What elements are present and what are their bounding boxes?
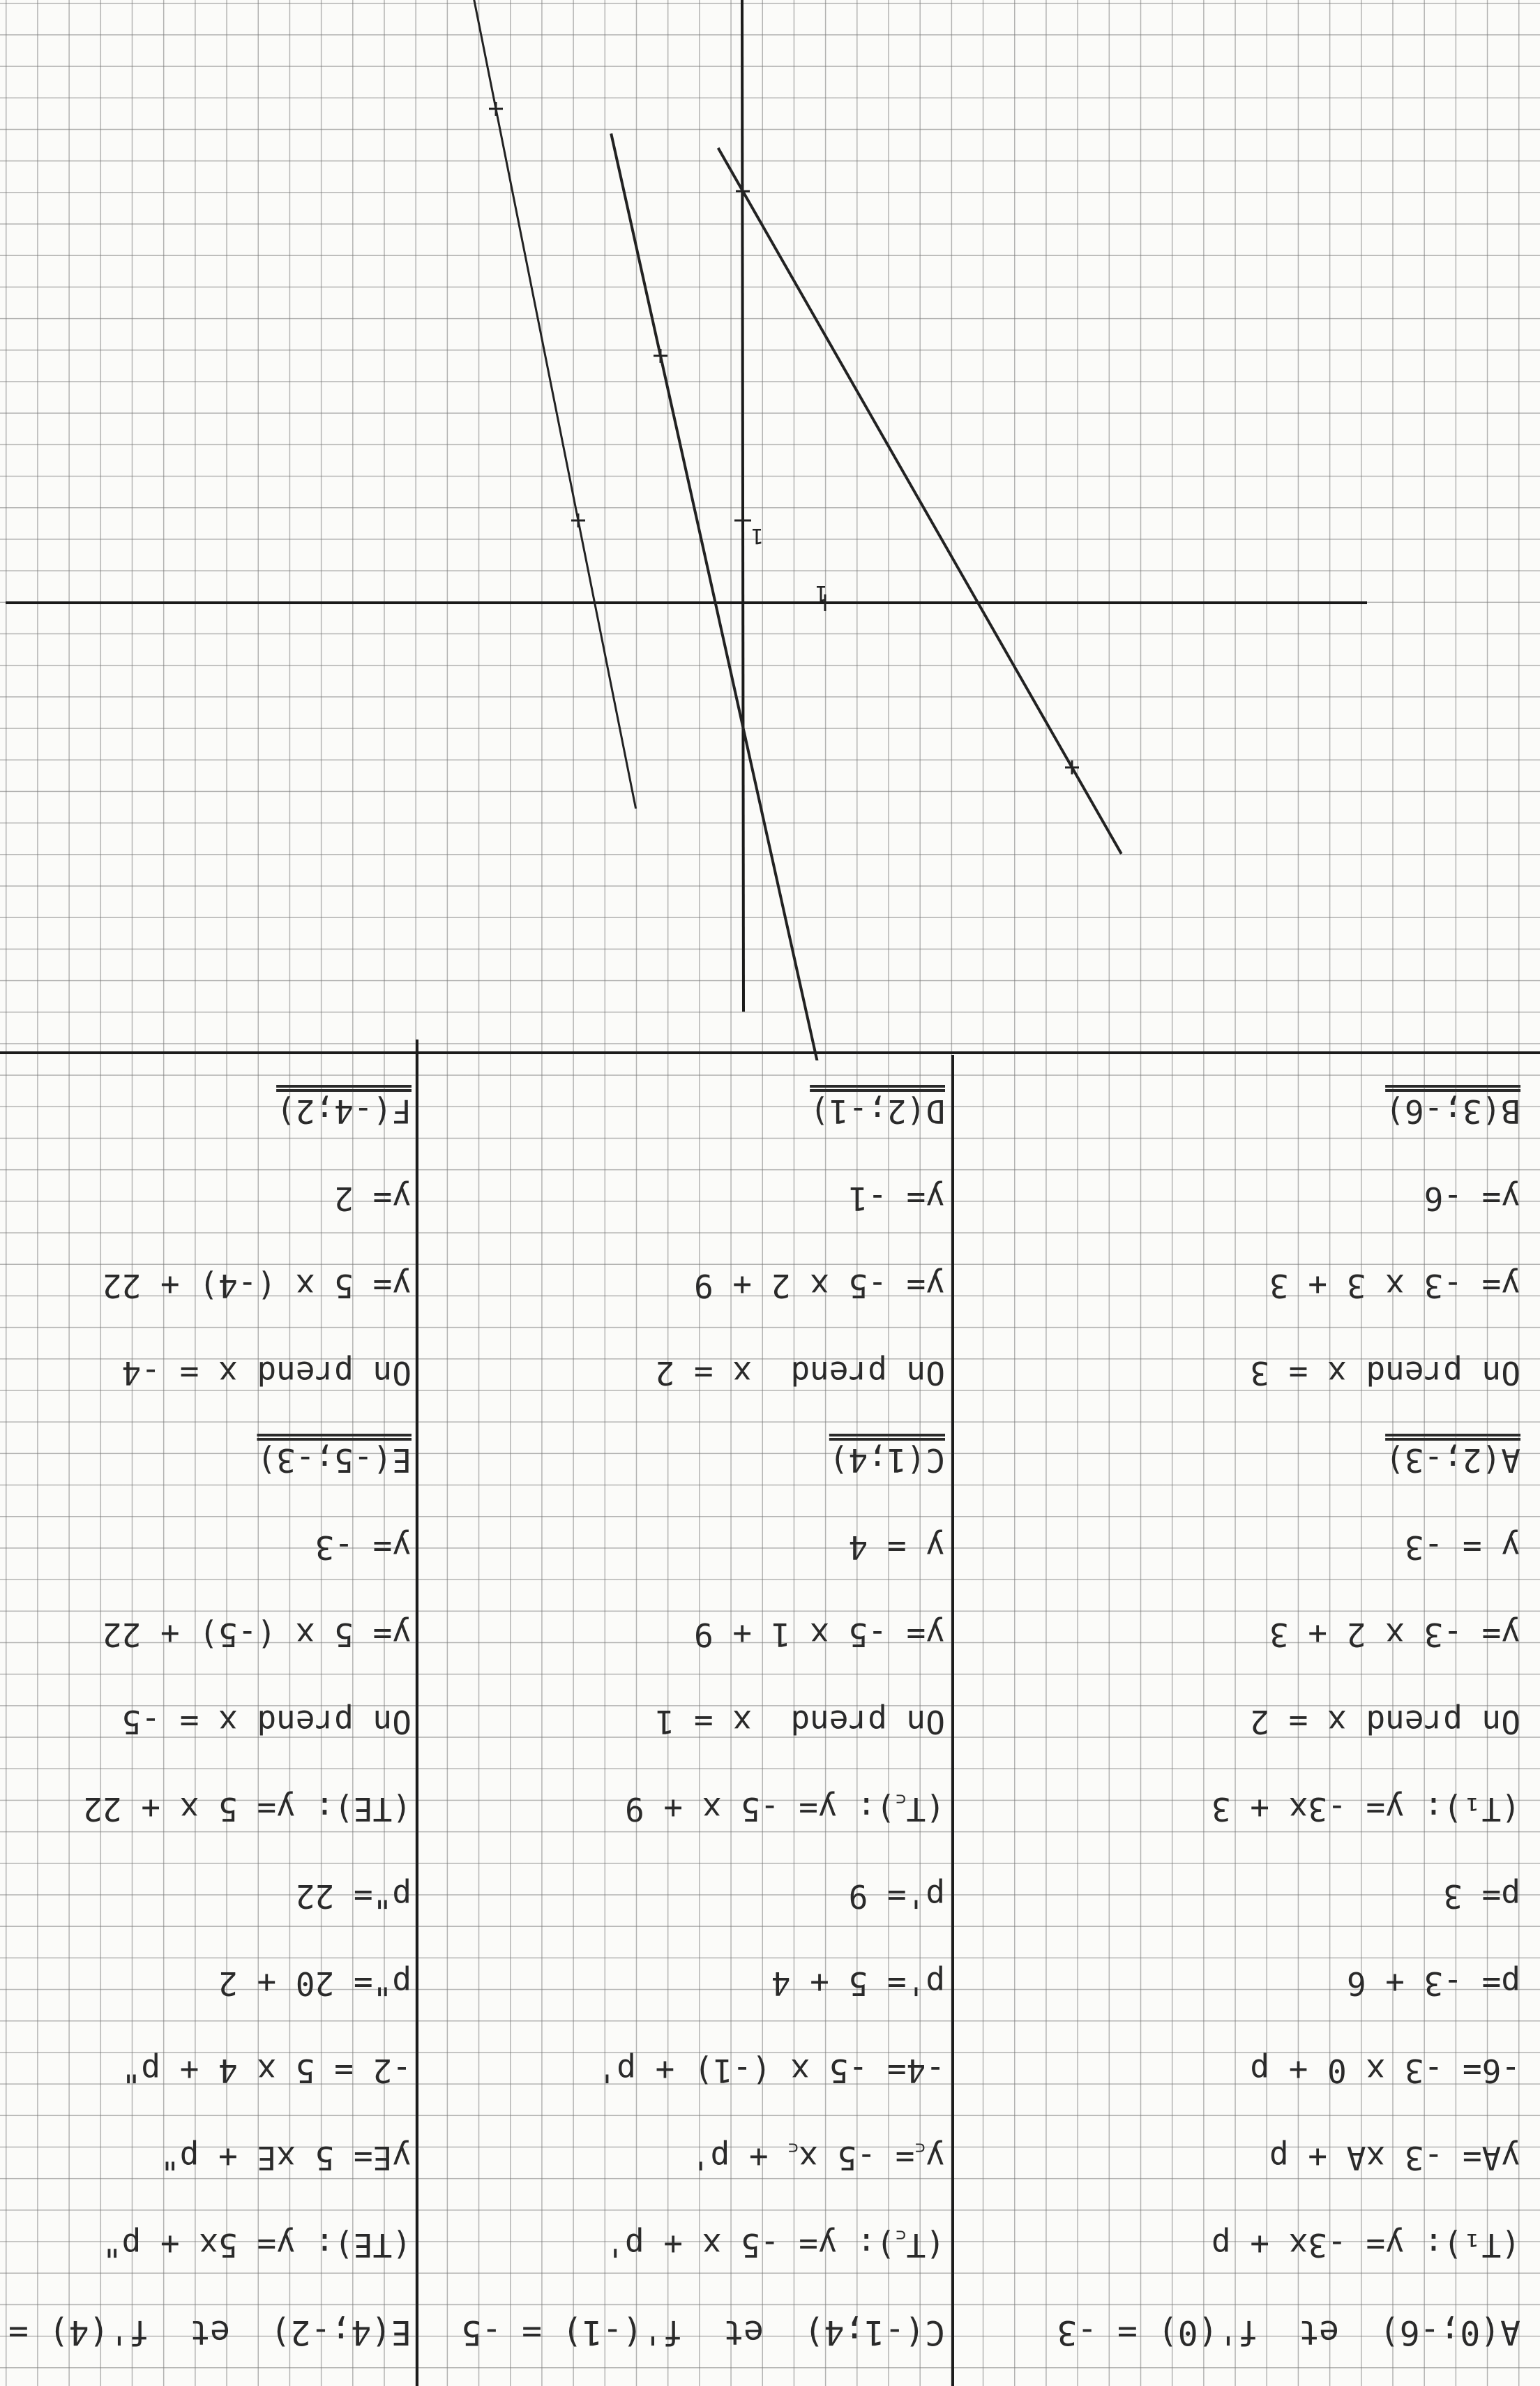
point-mark (654, 349, 667, 363)
unit-label: 1 (815, 580, 828, 605)
work-line: On prend x = -4 (121, 1354, 412, 1392)
result-line: C(1;4) (829, 1441, 945, 1479)
work-line: y= -5 x 2 + 9 (693, 1267, 945, 1305)
column-header: E(4;-2) et f'(4) = (8, 2313, 412, 2352)
work-line: -2 = 5 x 4 + p" (121, 2052, 412, 2089)
work-line: y = 4 (848, 1529, 945, 1566)
point-mark (736, 184, 750, 198)
work-line: On prend x = 1 (655, 1703, 945, 1741)
work-line: y = -3 (1404, 1529, 1520, 1566)
work-line: -6= -3 x 0 + p (1250, 2052, 1520, 2089)
result-line: F(-4;2) (276, 1093, 412, 1130)
line-left (718, 148, 1122, 854)
work-line: On prend x = 2 (1250, 1703, 1520, 1741)
work-line: p"= 20 + 2 (218, 1965, 412, 2002)
work-line: y= 5 x (-5) + 22 (102, 1616, 412, 1653)
work-line: On prend x = 2 (655, 1354, 945, 1392)
unit-label: 1 (750, 523, 764, 548)
work-line: (T₁): y= -3x + p (1211, 2226, 1520, 2264)
column-divider-left (416, 1040, 418, 2386)
work-line: y= -6 (1424, 1180, 1520, 1217)
column-divider-right (951, 1055, 954, 2386)
work-line: (TE): y= 5 x + 22 (83, 1790, 412, 1828)
column-tangent-c (432, 1057, 945, 2376)
horizontal-separator (0, 1051, 1540, 1054)
result-line: B(3;-6) (1385, 1093, 1520, 1130)
work-line: p"= 22 (295, 1877, 412, 1915)
work-line: p= 3 (1443, 1877, 1520, 1915)
column-header: C(-1;4) et f'(-1) = -5 (461, 2313, 945, 2352)
work-line: p'= 9 (848, 1877, 945, 1915)
point-mark (1065, 760, 1079, 774)
work-line: y= -1 (848, 1180, 945, 1217)
column-header: A(0;-6) et f'(0) = -3 (1057, 2313, 1520, 2352)
line-right (422, 0, 636, 809)
work-line: (T₁): y= -3x + 3 (1211, 1790, 1520, 1828)
work-line: p'= 5 + 4 (771, 1965, 945, 2002)
work-line: On prend x = -5 (121, 1703, 412, 1741)
work-line: y= -3 x 2 + 3 (1269, 1616, 1520, 1653)
work-line: yE= 5 xE + p" (160, 2139, 412, 2177)
point-mark (571, 513, 585, 527)
column-tangent-e (3, 1057, 412, 2376)
result-line: E(-5;-3) (257, 1441, 412, 1479)
work-line: y= -3 (315, 1529, 412, 1566)
work-line: y= 5 x (-4) + 22 (102, 1267, 412, 1305)
result-line: D(2;-1) (810, 1093, 945, 1130)
work-line: y= 2 (334, 1180, 412, 1217)
work-line: (T꜀): y= -5 x + p' (605, 2226, 945, 2264)
column-tangent-a (969, 1057, 1520, 2376)
work-line: p= -3 + 6 (1346, 1965, 1520, 2002)
work-line: (T꜀): y= -5 x + 9 (624, 1790, 945, 1828)
work-line: On prend x = 3 (1250, 1354, 1520, 1392)
point-mark (489, 102, 503, 116)
work-line: -4= -5 x (-1) + p' (597, 2052, 945, 2089)
work-line: y꜀= -5 x꜀ + p' (690, 2139, 945, 2177)
work-line: (TE): y= 5x + p" (102, 2226, 412, 2264)
work-line: yA= -3 xA + p (1269, 2139, 1520, 2177)
work-line: y= -3 x 3 + 3 (1269, 1267, 1520, 1305)
y-axis (742, 0, 743, 1012)
work-line: y= -5 x 1 + 9 (693, 1616, 945, 1653)
graph (0, 0, 1540, 1060)
result-line: A(2;-3) (1385, 1441, 1520, 1479)
